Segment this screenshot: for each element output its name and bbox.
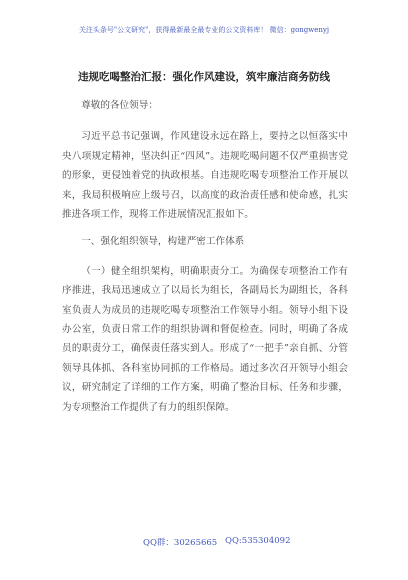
footer-qq-contact: QQ:535304092 <box>225 536 291 546</box>
header-note: 关注头条号"公文研究"，获得最新最全最专业的公文资料库！ 微信：gongwenyj <box>78 26 330 34</box>
footer <box>0 536 408 550</box>
section-paragraph: （一）健全组织架构，明确职责分工。为确保专项整治工作有序推进，我局迅速成立了以局长为组长，各副局长为副组长，各科室负责人为成员的违规吃喝专项整治工作领导小组。领导小组下设办公室，负责日常工作的组织协调和督促检查。同时，明确了各成员的职责分工，确保责任落实到人。形成了“一把手”亲自抓、分管领导具体抓、各科室协同抓的工作格局。通过多次召开领导小组会议，研究制定了详细的工作方案，明确了整治目标、任务和步骤，为专项整治工作提供了有力的组织保障。 <box>62 265 348 413</box>
section-heading: 一、强化组织领导，构建严密工作体系 <box>81 236 245 248</box>
footer-qq-group: QQ群：30265665 <box>143 538 218 548</box>
document-title: 违规吃喝整治汇报：强化作风建设，筑牢廉洁商务防线 <box>78 71 330 83</box>
intro-paragraph: 习近平总书记强调，作风建设永远在路上，要持之以恒落实中央八项规定精神，坚决纠正“四风”。违规吃喝问题不仅严重损害党的形象，更侵蚀着党的执政根基。自违规吃喝专项整治工作开展以来，我局积极响应上级号召，以高度的政治责任感和使命感，扎实推进各项工作，现将工作进展情况汇报如下。 <box>62 131 348 221</box>
document-body <box>62 96 348 425</box>
salutation: 尊敬的各位领导： <box>81 100 158 111</box>
